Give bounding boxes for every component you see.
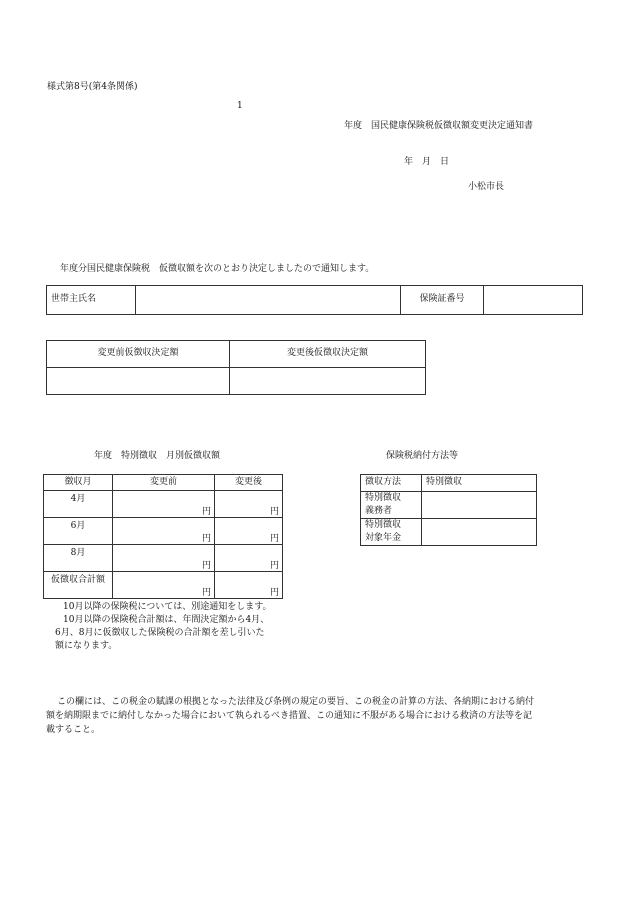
payment-title: 保険税納付方法等 bbox=[386, 451, 459, 461]
before-yen: 円 bbox=[201, 507, 211, 517]
obligor-label-line2: 義務者 bbox=[365, 506, 393, 516]
insurance-number-label: 保険証番号 bbox=[401, 286, 484, 315]
col-after-header: 変更後 bbox=[215, 475, 283, 491]
monthly-table bbox=[43, 474, 283, 599]
after-amount-field[interactable] bbox=[230, 368, 426, 395]
pension-label-line1: 特別徴収 bbox=[365, 520, 402, 530]
after-yen: 円 bbox=[269, 534, 279, 544]
obligor-field[interactable] bbox=[422, 492, 537, 519]
col-before-header: 変更前 bbox=[113, 475, 215, 491]
table-row bbox=[44, 572, 283, 599]
note-2-line3: 額になります。 bbox=[55, 641, 118, 651]
note-2-line2: 6月、8月に仮徴収した保険税の合計額を差し引いた bbox=[55, 628, 265, 638]
total-label: 仮徴収合計額 bbox=[50, 575, 105, 585]
household-head-field[interactable] bbox=[136, 286, 401, 315]
obligor-label bbox=[361, 492, 422, 519]
after-amount-label: 変更後仮徴収決定額 bbox=[230, 341, 426, 368]
before-amount-field[interactable] bbox=[47, 368, 230, 395]
footer-line1: この欄には、この税金の賦課の根拠となった法律及び条例の規定の要旨、この税金の計算の方法、各納期における納付 bbox=[57, 697, 535, 707]
household-head-label: 世帯主氏名 bbox=[47, 286, 136, 315]
table-row bbox=[44, 545, 283, 572]
change-table bbox=[46, 340, 426, 395]
after-yen: 円 bbox=[269, 561, 279, 571]
table-row bbox=[44, 518, 283, 545]
page-number: 1 bbox=[237, 101, 243, 111]
form-number: 様式第8号(第4条関係) bbox=[47, 82, 138, 92]
before-yen: 円 bbox=[201, 561, 211, 571]
before-amount-label: 変更前仮徴収決定額 bbox=[47, 341, 230, 368]
monthly-title: 年度 特別徴収 月別仮徴収額 bbox=[94, 451, 221, 461]
payment-table bbox=[360, 474, 537, 546]
footer-line3: 載すること。 bbox=[46, 725, 101, 735]
issuer-name: 小松市長 bbox=[468, 182, 505, 192]
obligor-label-line1: 特別徴収 bbox=[365, 493, 402, 503]
before-yen: 円 bbox=[201, 534, 211, 544]
note-1: 10月以降の保険税については、別途通知をします。 bbox=[63, 602, 272, 612]
before-yen: 円 bbox=[201, 588, 211, 598]
pension-label bbox=[361, 519, 422, 546]
col-month-header: 徴収月 bbox=[44, 475, 113, 491]
household-table bbox=[46, 285, 583, 315]
month-label: 4月 bbox=[70, 494, 86, 504]
pension-field[interactable] bbox=[422, 519, 537, 546]
month-label: 6月 bbox=[70, 521, 86, 531]
insurance-number-field[interactable] bbox=[484, 286, 583, 315]
document-title: 年度 国民健康保険税仮徴収額変更決定通知書 bbox=[344, 121, 534, 131]
table-row bbox=[44, 491, 283, 518]
method-label: 徴収方法 bbox=[361, 475, 422, 492]
after-yen: 円 bbox=[269, 588, 279, 598]
method-value: 特別徴収 bbox=[422, 475, 537, 492]
date-line: 年 月 日 bbox=[404, 157, 450, 167]
month-label: 8月 bbox=[70, 548, 86, 558]
note-2-line1: 10月以降の保険税合計額は、年間決定額から4月、 bbox=[63, 615, 270, 625]
footer-line2: 額を納期限までに納付しなかった場合において執られるべき措置、この通知に不服がある場合における救済の方法等を記 bbox=[46, 711, 533, 721]
intro-text: 年度分国民健康保険税 仮徴収額を次のとおり決定しましたので通知します。 bbox=[60, 264, 375, 274]
pension-label-line2: 対象年金 bbox=[365, 533, 402, 543]
after-yen: 円 bbox=[269, 507, 279, 517]
